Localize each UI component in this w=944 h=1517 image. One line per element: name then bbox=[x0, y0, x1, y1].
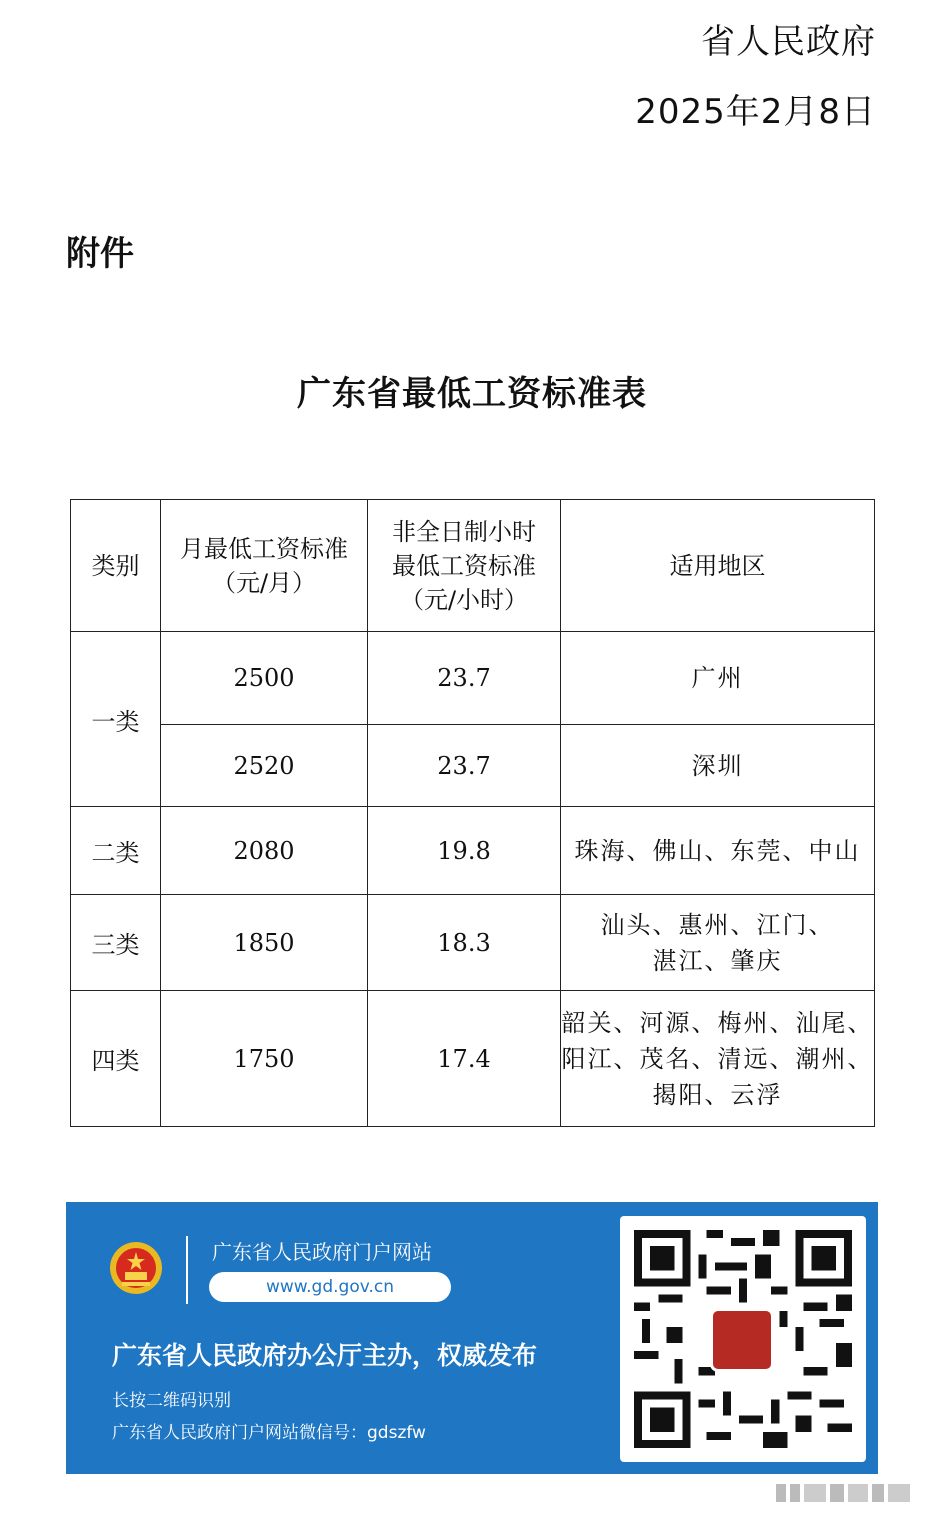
region-line: 韶关、河源、梅州、汕尾、 bbox=[561, 1008, 874, 1037]
header-hourly-line3: （元/小时） bbox=[399, 585, 529, 614]
monthly-cell: 1850 bbox=[161, 895, 368, 991]
table-header-row bbox=[71, 500, 875, 632]
monthly-cell: 2500 bbox=[161, 632, 368, 725]
header-category: 类别 bbox=[71, 500, 161, 632]
region-line: 深圳 bbox=[691, 751, 744, 780]
header-monthly-line1: 月最低工资标准 bbox=[180, 534, 348, 563]
hourly-cell: 17.4 bbox=[368, 991, 561, 1127]
site-name: 广东省人民政府门户网站 bbox=[212, 1240, 432, 1264]
region-line: 汕头、惠州、江门、 bbox=[600, 910, 835, 939]
banner-divider bbox=[186, 1236, 188, 1304]
region-cell bbox=[561, 632, 875, 725]
watermark-icon bbox=[774, 1480, 914, 1506]
issuer-name: 省人民政府 bbox=[701, 22, 876, 62]
hourly-cell: 23.7 bbox=[368, 725, 561, 807]
header-hourly bbox=[368, 500, 561, 632]
table-row bbox=[71, 895, 875, 991]
gov-portal-banner[interactable] bbox=[66, 1202, 878, 1474]
region-line: 阳江、茂名、清远、潮州、 bbox=[561, 1044, 874, 1073]
table-title: 广东省最低工资标准表 bbox=[297, 374, 647, 414]
header-region: 适用地区 bbox=[561, 500, 875, 632]
issue-date: 2025年2月8日 bbox=[635, 92, 876, 132]
attachment-label: 附件 bbox=[66, 234, 134, 274]
region-line: 湛江、肇庆 bbox=[652, 946, 783, 975]
hourly-cell: 23.7 bbox=[368, 632, 561, 725]
region-cell bbox=[561, 807, 875, 895]
category-cell: 一类 bbox=[71, 632, 161, 807]
header-hourly-line2: 最低工资标准 bbox=[392, 551, 536, 580]
category-cell: 二类 bbox=[71, 807, 161, 895]
organizer-line: 广东省人民政府办公厅主办，权威发布 bbox=[112, 1341, 538, 1370]
table-row bbox=[71, 807, 875, 895]
header-monthly bbox=[161, 500, 368, 632]
site-url-link[interactable]: www.gd.gov.cn bbox=[209, 1272, 451, 1302]
wechat-id: 广东省人民政府门户网站微信号：gdszfw bbox=[112, 1423, 426, 1443]
hourly-cell: 18.3 bbox=[368, 895, 561, 991]
header-hourly-line1: 非全日制小时 bbox=[392, 517, 536, 546]
table-row bbox=[71, 632, 875, 725]
region-cell bbox=[561, 725, 875, 807]
region-line: 珠海、佛山、东莞、中山 bbox=[574, 836, 861, 865]
region-line: 揭阳、云浮 bbox=[652, 1080, 783, 1109]
category-cell: 四类 bbox=[71, 991, 161, 1127]
monthly-cell: 2080 bbox=[161, 807, 368, 895]
region-line: 广州 bbox=[691, 664, 744, 692]
table-row bbox=[71, 725, 875, 807]
scan-hint: 长按二维码识别 bbox=[112, 1391, 231, 1411]
region-cell bbox=[561, 991, 875, 1127]
monthly-cell: 1750 bbox=[161, 991, 368, 1127]
qr-code[interactable] bbox=[620, 1216, 866, 1462]
national-emblem-icon bbox=[108, 1240, 164, 1296]
table-row bbox=[71, 991, 875, 1127]
region-cell bbox=[561, 895, 875, 991]
category-cell: 三类 bbox=[71, 895, 161, 991]
minimum-wage-table bbox=[70, 499, 875, 1127]
hourly-cell: 19.8 bbox=[368, 807, 561, 895]
qr-logo-badge bbox=[710, 1308, 774, 1372]
monthly-cell: 2520 bbox=[161, 725, 368, 807]
header-monthly-line2: （元/月） bbox=[211, 568, 317, 597]
